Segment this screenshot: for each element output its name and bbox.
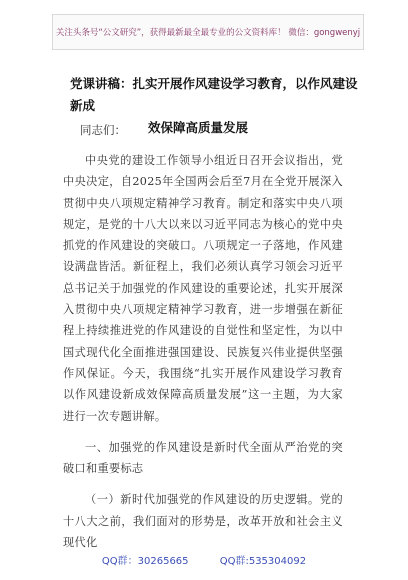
salutation: 同志们： — [80, 123, 126, 137]
paragraph-intro: 中央党的建设工作领导小组近日召开会议指出，党中央决定，自2025年全国两会后至7月在全党开展深入贯彻中央八项规定精神学习教育。制定和落实中央八项规定，是党的十八大以来以习近平同志为核心的党中央抓党的作风建设的突破口。八项规定一子落地，作风建设满盘皆活。新征程上，我们必须认真学习领会习近平总书记关于加强党的作风建设的重要论述，扎实开展深入贯彻中央八项规定精神学习教育，进一步增强在新征程上持续推进党的作风建设的自觉性和坚定性，为以中国式现代化全面推进强国建设、民族复兴伟业提供坚强作风保证。今天，我围绕“扎实开展作风建设学习教育以作风建设新成效保障高质量发展”这一主题，为大家进行一次专题讲解。 — [63, 154, 343, 423]
footer-qq-group-1: QQ群：30265665 — [101, 556, 189, 567]
section-heading-1: 一、加强党的作风建设是新时代全面从严治党的突破口和重要标志 — [63, 440, 343, 476]
header-banner — [52, 14, 364, 50]
document-body — [63, 150, 343, 553]
footer-qq-group-2: QQ群:535304092 — [219, 556, 307, 567]
title-line-2: 效保障高质量发展 — [148, 120, 249, 135]
banner-text: 关注头条号“公文研究”，获得最新最全最专业的公文资料库！ 微信：gongwenyj — [55, 28, 361, 38]
footer — [0, 552, 408, 567]
title-line-1: 党课讲稿：扎实开展作风建设学习教育，以作风建设新成 — [70, 76, 358, 113]
paragraph-subsection-1: （一）新时代加强党的作风建设的历史逻辑。党的十八大之前，我们面对的形势是，改革开放和社会主义现代化 — [63, 493, 343, 550]
